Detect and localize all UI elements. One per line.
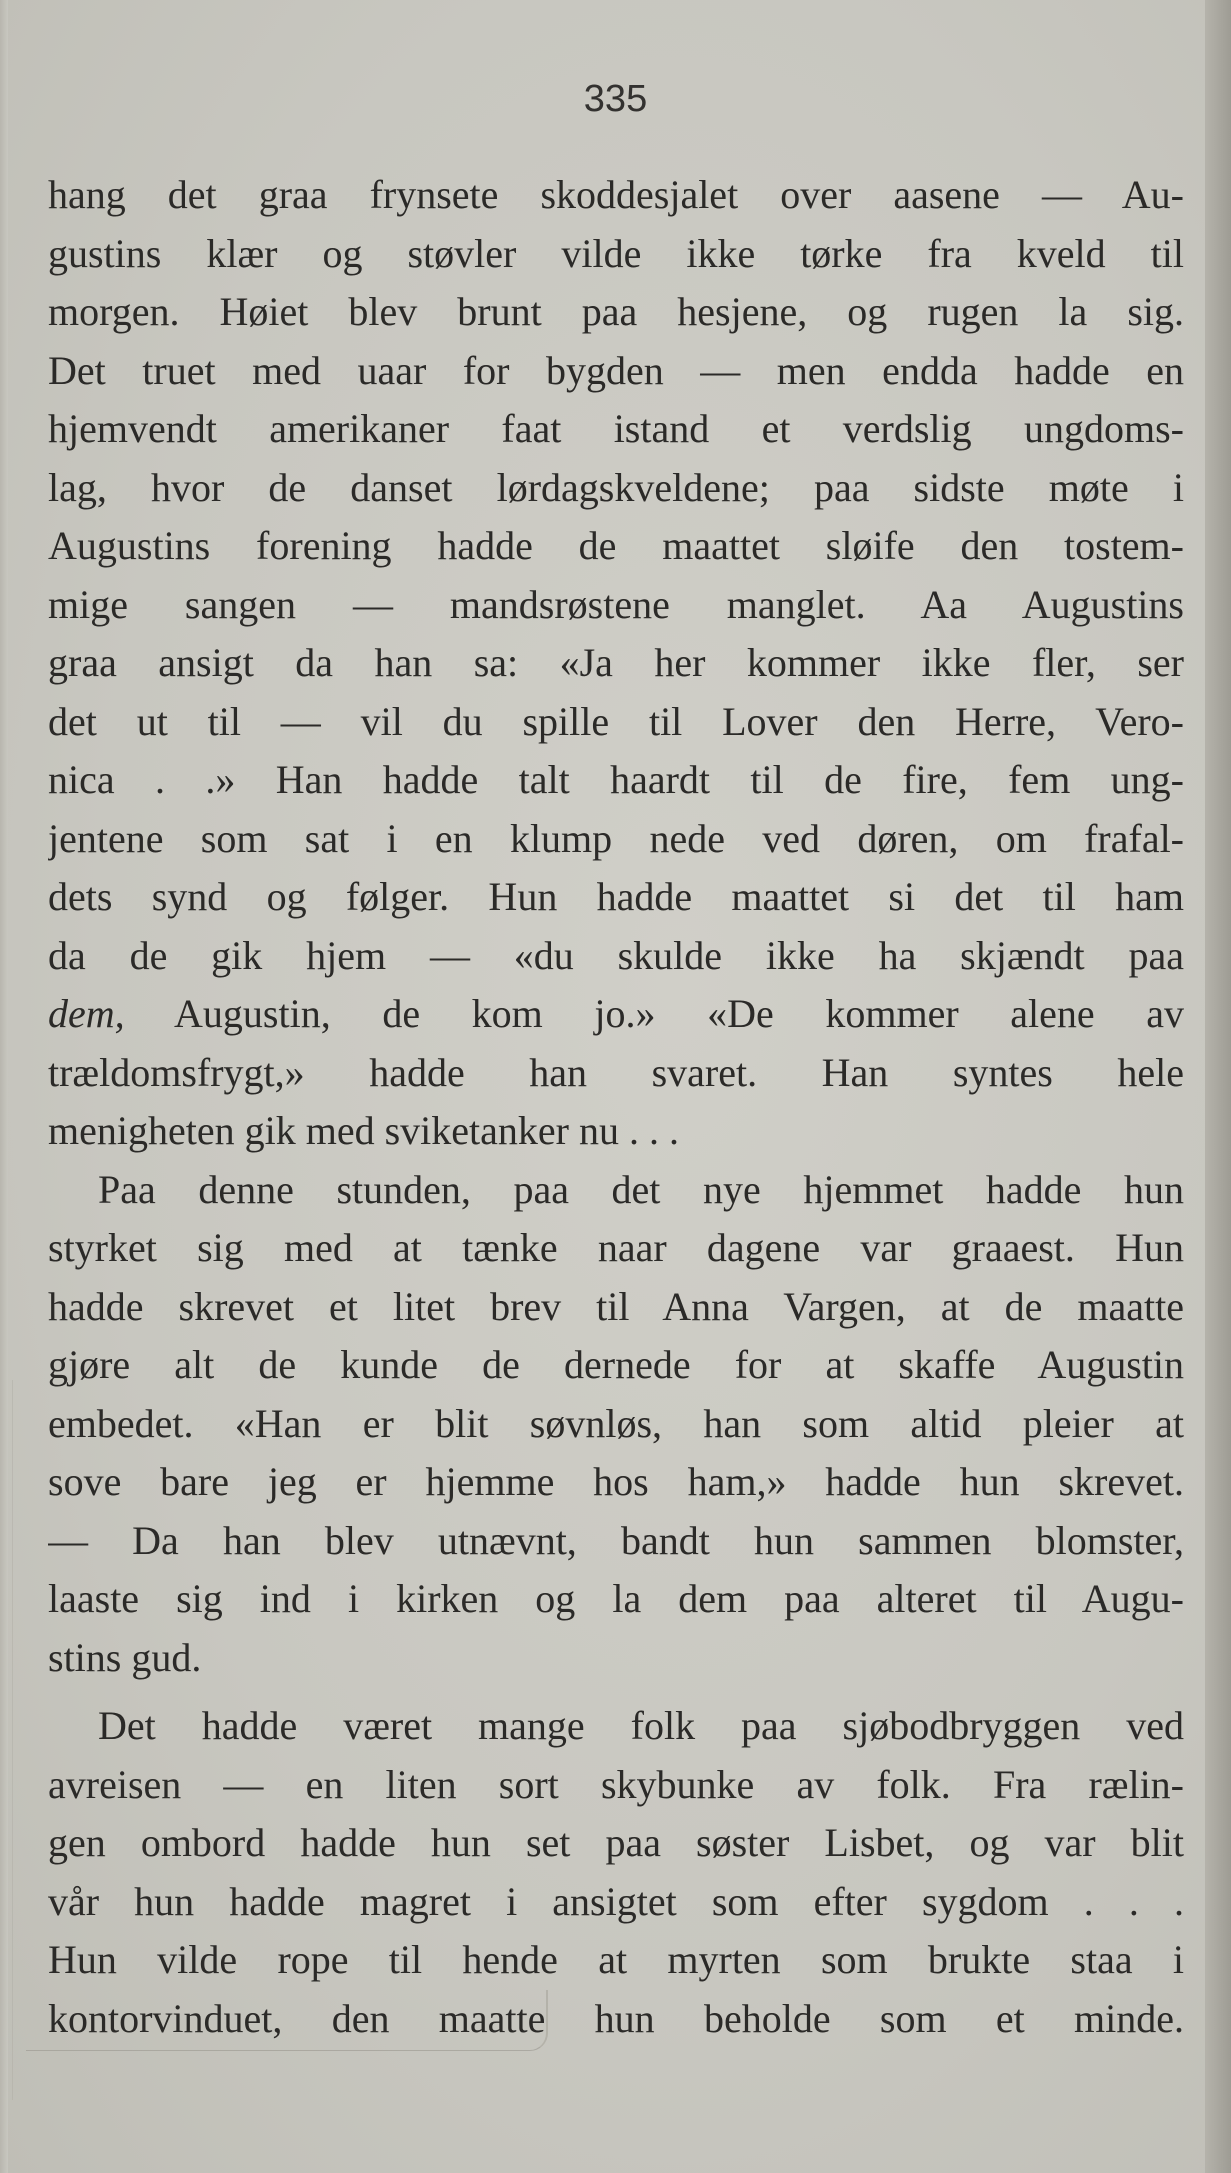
text-line: gustins klær og støvler vilde ikke tørke fra kveld til [48,230,1184,276]
text-line: graa ansigt da han sa: «Ja her kommer ikke fler, ser [48,640,1184,685]
text-line: Hun vilde rope til hende at myrten som brukte staa i [48,1937,1184,1982]
text-line: mige sangen — mandsrøstene manglet. Aa Augustins [48,581,1184,627]
text-line: menigheten gik med sviketanker nu . . . [48,1108,679,1153]
text-line: vår hun hadde magret i ansigtet som efter sygdom . . . [48,1878,1184,1924]
text-line: hang det graa frynsete skoddesjalet over aasene — Au- [48,172,1184,217]
page-right-edge [1205,0,1231,2173]
text-line: hadde skrevet et litet brev til Anna Vargen, at de maatte [48,1283,1184,1329]
text-line: — Da han blev utnævnt, bandt hun sammen blomster, [48,1517,1184,1563]
text-line: Augustins forening hadde de maattet sløife den tostem- [48,523,1184,568]
page-number: 335 [583,78,648,120]
text-line-with-emphasis [48,985,1184,1044]
text-line: Det hadde været mange folk paa sjøbodbryggen ved [98,1703,1184,1748]
text-line: lag, hvor de danset lørdagskveldene; paa sidste møte i [48,464,1184,510]
text-line: det ut til — vil du spille til Lover den Herre, Vero- [48,698,1184,744]
text-line: nica . .» Han hadde talt haardt til de fire, fem ung- [48,757,1184,802]
text-line: kontorvinduet, den maatte hun beholde som et minde. [48,1995,1184,2041]
text-span: Augustin, de kom jo.» «De kommer alene av [124,991,1184,1036]
body-text [48,166,1184,2048]
text-line: sove bare jeg er hjemme hos ham,» hadde hun skrevet. [48,1459,1184,1504]
text-line: jentene som sat i en klump nede ved døren, om frafal- [48,815,1184,861]
emphasized-word: dem, [48,991,125,1036]
text-line: stins gud. [48,1634,202,1680]
text-line: morgen. Høiet blev brunt paa hesjene, og rugen la sig. [48,289,1184,334]
text-line: embedet. «Han er blit søvnløs, han som altid pleier at [48,1400,1184,1446]
text-line: dets synd og følger. Hun hadde maattet si det til ham [48,874,1184,919]
text-line: gen ombord hadde hun set paa søster Lisbet, og var blit [48,1820,1184,1865]
paragraph-gap [48,1687,1184,1697]
text-line: Det truet med uaar for bygden — men endda hadde en [48,347,1184,393]
text-line: gjøre alt de kunde de dernede for at skaffe Augustin [48,1342,1184,1387]
text-line: styrket sig med at tænke naar dagene var graaest. Hun [48,1225,1184,1270]
pencil-margin-mark [12,1380,13,2100]
text-line: laaste sig ind i kirken og la dem paa alteret til Augu- [48,1576,1184,1621]
text-line: trældomsfrygt,» hadde han svaret. Han syntes hele [48,1049,1184,1095]
text-line: avreisen — en liten sort skybunke av folk. Fra rælin- [48,1761,1184,1807]
text-line: da de gik hjem — «du skulde ikke ha skjændt paa [48,932,1184,978]
text-line: hjemvendt amerikaner faat istand et verdslig ungdoms- [48,406,1184,451]
text-line: Paa denne stunden, paa det nye hjemmet hadde hun [98,1166,1184,1212]
page-left-edge [0,0,8,2173]
